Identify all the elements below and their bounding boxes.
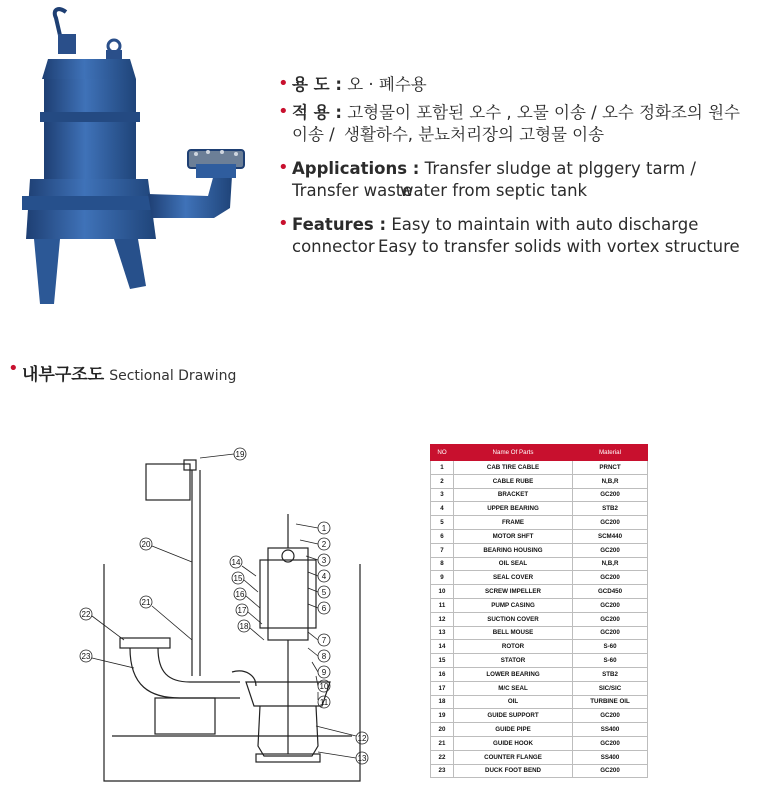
table-row [431, 612, 648, 626]
part-material: SS400 [573, 750, 648, 764]
table-row [431, 654, 648, 668]
callout-label: 13 [357, 754, 367, 763]
callout-label: 3 [321, 556, 327, 565]
part-number: 4 [431, 502, 454, 516]
callout-label: 20 [141, 540, 151, 549]
table-row [431, 502, 648, 516]
part-name: OIL SEAL [454, 557, 573, 571]
table-row [431, 695, 648, 709]
bullet-dot-icon: • [278, 101, 289, 122]
callout-label: 23 [81, 652, 91, 661]
part-number: 15 [431, 654, 454, 668]
table-row [431, 667, 648, 681]
part-name: OIL [454, 695, 573, 709]
callout-label: 16 [235, 590, 245, 599]
part-number: 18 [431, 695, 454, 709]
part-material: N,B,R [573, 474, 648, 488]
spec-usage: • 용 도 : 오 · 폐수용 [278, 73, 427, 94]
table-row [431, 736, 648, 750]
table-row [431, 557, 648, 571]
callout-label: 19 [235, 450, 245, 459]
part-material: GC200 [573, 571, 648, 585]
callout-label: 21 [141, 598, 151, 607]
table-row [431, 461, 648, 475]
part-material: GC200 [573, 709, 648, 723]
part-name: BEARING HOUSING [454, 543, 573, 557]
part-name: GUIDE SUPPORT [454, 709, 573, 723]
part-number: 19 [431, 709, 454, 723]
part-material: S-60 [573, 640, 648, 654]
callout-label: 22 [81, 610, 91, 619]
part-name: UPPER BEARING [454, 502, 573, 516]
table-row [431, 709, 648, 723]
part-material: SS400 [573, 723, 648, 737]
bullet-dot-icon: • [278, 73, 289, 94]
part-number: 23 [431, 764, 454, 778]
part-name: BRACKET [454, 488, 573, 502]
part-material: GC200 [573, 612, 648, 626]
sectional-drawing [60, 436, 380, 796]
table-row [431, 529, 648, 543]
part-material: TURBINE OIL [573, 695, 648, 709]
part-material: GC200 [573, 764, 648, 778]
part-material: N,B,R [573, 557, 648, 571]
part-number: 3 [431, 488, 454, 502]
part-name: BELL MOUSE [454, 626, 573, 640]
part-name: STATOR [454, 654, 573, 668]
callout-label: 7 [321, 636, 327, 645]
part-name: MOTOR SHFT [454, 529, 573, 543]
part-material: PRNCT [573, 461, 648, 475]
part-number: 14 [431, 640, 454, 654]
part-name: COUNTER FLANGE [454, 750, 573, 764]
table-row [431, 598, 648, 612]
table-row [431, 488, 648, 502]
spec-application-ko: • 적 용 : 고형물이 포함된 오수 , 오물 이송 / 오수 정화조의 원수이송 / 생활하수, 분뇨처리장의 고형물 이송 [278, 101, 740, 144]
part-number: 21 [431, 736, 454, 750]
part-name: SCREW IMPELLER [454, 585, 573, 599]
part-material: S-60 [573, 654, 648, 668]
section-heading: • 내부구조도 Sectional Drawing [8, 358, 237, 385]
pump-product-image [18, 4, 268, 314]
part-name: GUIDE PIPE [454, 723, 573, 737]
callout-label: 17 [237, 606, 247, 615]
callout-label: 5 [321, 588, 327, 597]
part-number: 12 [431, 612, 454, 626]
callout-label: 14 [231, 558, 241, 567]
spec-applications: • Applications : Transfer sludge at plggery tarm / Transfer waste water from septic tank [278, 157, 696, 200]
bullet-dot-icon: • [278, 213, 289, 234]
callout-label: 6 [321, 604, 327, 613]
table-row [431, 543, 648, 557]
table-row [431, 750, 648, 764]
part-name: DUCK FOOT BEND [454, 764, 573, 778]
part-material: SCM440 [573, 529, 648, 543]
callout-label: 15 [233, 574, 243, 583]
header-no: NO [431, 445, 454, 461]
part-number: 20 [431, 723, 454, 737]
part-number: 10 [431, 585, 454, 599]
part-name: CABLE RUBE [454, 474, 573, 488]
parts-table-header [431, 445, 648, 461]
bullet-dot-icon: • [278, 157, 289, 178]
table-row [431, 585, 648, 599]
parts-table [430, 444, 648, 778]
callout-label: 8 [321, 652, 327, 661]
table-row [431, 640, 648, 654]
part-number: 2 [431, 474, 454, 488]
parts-table-body [431, 461, 648, 778]
part-number: 22 [431, 750, 454, 764]
part-name: GUIDE HOOK [454, 736, 573, 750]
part-number: 6 [431, 529, 454, 543]
spec-features: • Features : Easy to maintain with auto discharge connector Easy to transfer solids with vortex structure [278, 213, 740, 256]
callout-label: 4 [321, 572, 327, 581]
part-material: GC200 [573, 598, 648, 612]
part-material: GCD450 [573, 585, 648, 599]
table-row [431, 571, 648, 585]
part-number: 1 [431, 461, 454, 475]
part-material: GC200 [573, 516, 648, 530]
part-number: 9 [431, 571, 454, 585]
part-material: GC200 [573, 736, 648, 750]
part-name: ROTOR [454, 640, 573, 654]
part-material: STB2 [573, 667, 648, 681]
part-number: 7 [431, 543, 454, 557]
table-row [431, 474, 648, 488]
part-number: 16 [431, 667, 454, 681]
callout-label: 18 [239, 622, 249, 631]
callout-label: 1 [321, 524, 327, 533]
part-name: PUMP CASING [454, 598, 573, 612]
header-name: Name Of Parts [454, 445, 573, 461]
part-material: SIC/SIC [573, 681, 648, 695]
part-name: SEAL COVER [454, 571, 573, 585]
part-material: STB2 [573, 502, 648, 516]
bullet-dot-icon: • [8, 358, 19, 379]
part-number: 11 [431, 598, 454, 612]
part-material: GC200 [573, 543, 648, 557]
part-number: 13 [431, 626, 454, 640]
header-material: Material [573, 445, 648, 461]
table-row [431, 723, 648, 737]
callout-label: 9 [321, 668, 327, 677]
callout-label: 10 [319, 682, 329, 691]
part-number: 5 [431, 516, 454, 530]
part-name: CAB TIRE CABLE [454, 461, 573, 475]
callout-label: 11 [319, 698, 329, 707]
part-name: M/C SEAL [454, 681, 573, 695]
table-row [431, 681, 648, 695]
part-material: GC200 [573, 626, 648, 640]
table-row [431, 764, 648, 778]
part-number: 8 [431, 557, 454, 571]
part-name: FRAME [454, 516, 573, 530]
part-name: SUCTION COVER [454, 612, 573, 626]
table-row [431, 516, 648, 530]
callout-label: 12 [357, 734, 367, 743]
table-row [431, 626, 648, 640]
part-material: GC200 [573, 488, 648, 502]
part-number: 17 [431, 681, 454, 695]
callout-label: 2 [321, 540, 327, 549]
part-name: LOWER BEARING [454, 667, 573, 681]
